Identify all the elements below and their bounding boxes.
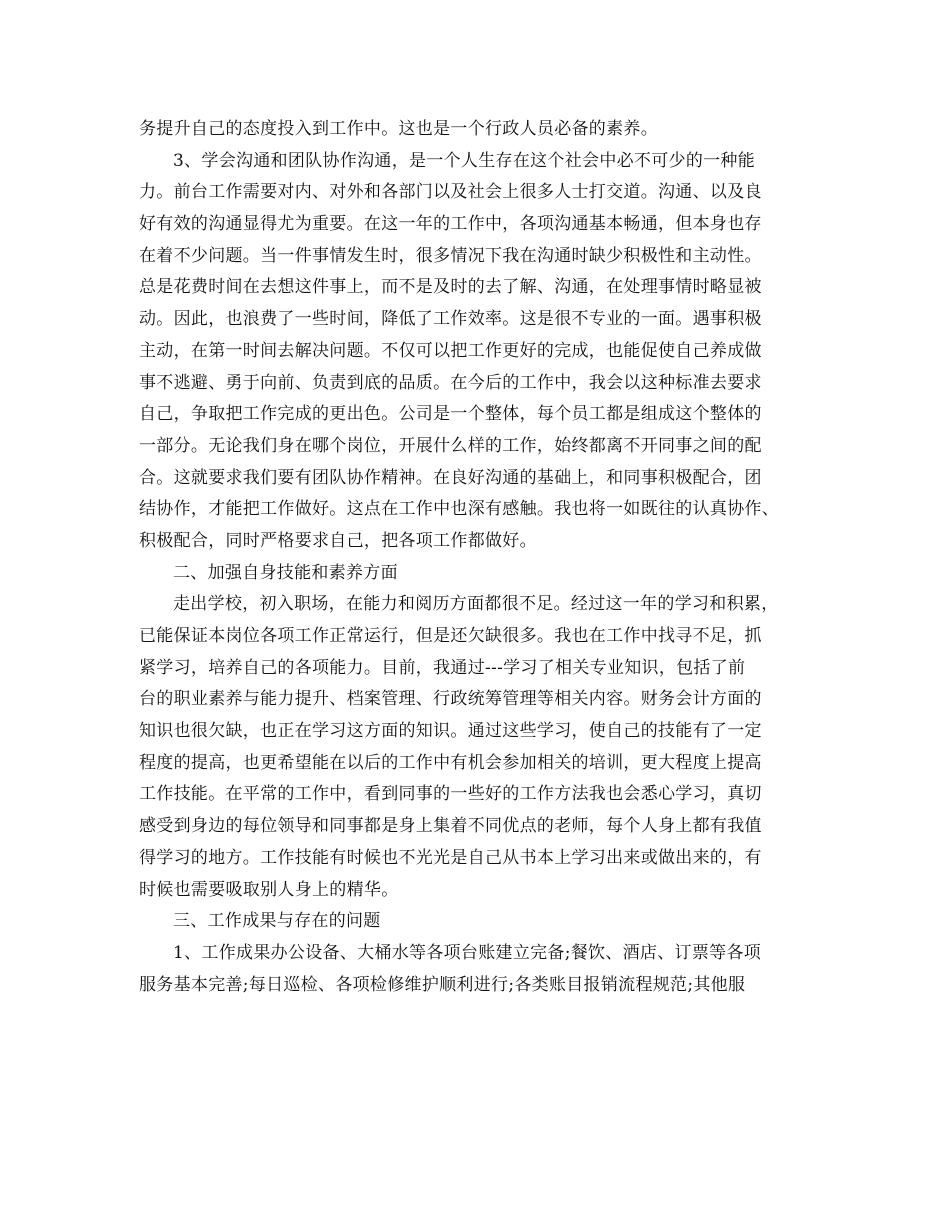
text-line: 务提升自己的态度投入到工作中。这也是一个行政人员必备的素养。 [139, 119, 658, 139]
paragraph-start: 走出学校，初入职场，在能力和阅历方面都很不足。经过这一年的学习和积累， [173, 594, 779, 615]
text-line: 力。前台工作需要对内、对外和各部门以及社会上很多人士打交道。沟通、以及良 [139, 182, 762, 203]
text-line: 感受到身边的每位领导和同事都是身上集着不同优点的老师，每个人身上都有我值 [139, 816, 762, 837]
text-line: 总是花费时间在去想这件事上，而不是及时的去了解、沟通，在处理事情时略显被 [139, 277, 762, 298]
section-heading: 二、加强自身技能和素养方面 [173, 562, 398, 583]
text-line: 事不逃避、勇于向前、负责到底的品质。在今后的工作中，我会以这种标准去要求 [139, 372, 762, 393]
text-line: 紧学习，培养自己的各项能力。目前，我通过---学习了相关专业知识，包括了前 [139, 657, 746, 678]
text-line: 积极配合，同时严格要求自己，把各项工作都做好。 [139, 530, 537, 551]
text-line: 主动，在第一时间去解决问题。不仅可以把工作更好的完成，也能促使自己养成做 [139, 340, 762, 361]
text-line: 合。这就要求我们要有团队协作精神。在良好沟通的基础上，和同事积极配合，团 [139, 467, 762, 488]
document-body [139, 114, 815, 1001]
text-line: 自己，争取把工作完成的更出色。公司是一个整体，每个员工都是组成这个整体的 [139, 404, 762, 425]
text-line: 已能保证本岗位各项工作正常运行，但是还欠缺很多。我也在工作中找寻不足，抓 [139, 626, 762, 646]
text-line: 好有效的沟通显得尤为重要。在这一年的工作中，各项沟通基本畅通，但本身也存 [139, 214, 762, 235]
text-line: 程度的提高，也更希望能在以后的工作中有机会参加相关的培训，更大程度上提高 [139, 752, 762, 773]
text-line: 得学习的地方。工作技能有时候也不光光是自己从书本上学习出来或做出来的，有 [139, 847, 762, 868]
text-line: 结协作，才能把工作做好。这点在工作中也深有感触。我也将一如既往的认真协作、 [139, 499, 780, 520]
text-line: 知识也很欠缺，也正在学习这方面的知识。通过这些学习，使自己的技能有了一定 [139, 721, 762, 742]
paragraph-start: 1、工作成果办公设备、大桶水等各项台账建立完备;餐饮、酒店、订票等各项 [173, 942, 762, 963]
text-line: 工作技能。在平常的工作中，看到同事的一些好的工作方法我也会悉心学习，真切 [139, 784, 762, 805]
text-line: 一部分。无论我们身在哪个岗位，开展什么样的工作，始终都离不开同事之间的配 [139, 435, 762, 456]
paragraph-start: 3、学会沟通和团队协作沟通，是一个人生存在这个社会中必不可少的一种能 [173, 150, 756, 171]
text-line: 时候也需要吸取别人身上的精华。 [139, 879, 399, 900]
text-line: 在着不少问题。当一件事情发生时，很多情况下我在沟通时缺少积极性和主动性。 [139, 245, 762, 266]
section-heading: 三、工作成果与存在的问题 [173, 911, 381, 932]
text-line: 服务基本完善;每日巡检、各项检修维护顺利进行;各类账目报销流程规范;其他服 [139, 974, 746, 995]
text-line: 台的职业素养与能力提升、档案管理、行政统筹管理等相关内容。财务会计方面的 [139, 689, 762, 710]
text-line: 动。因此，也浪费了一些时间，降低了工作效率。这是很不专业的一面。遇事积极 [139, 309, 762, 330]
